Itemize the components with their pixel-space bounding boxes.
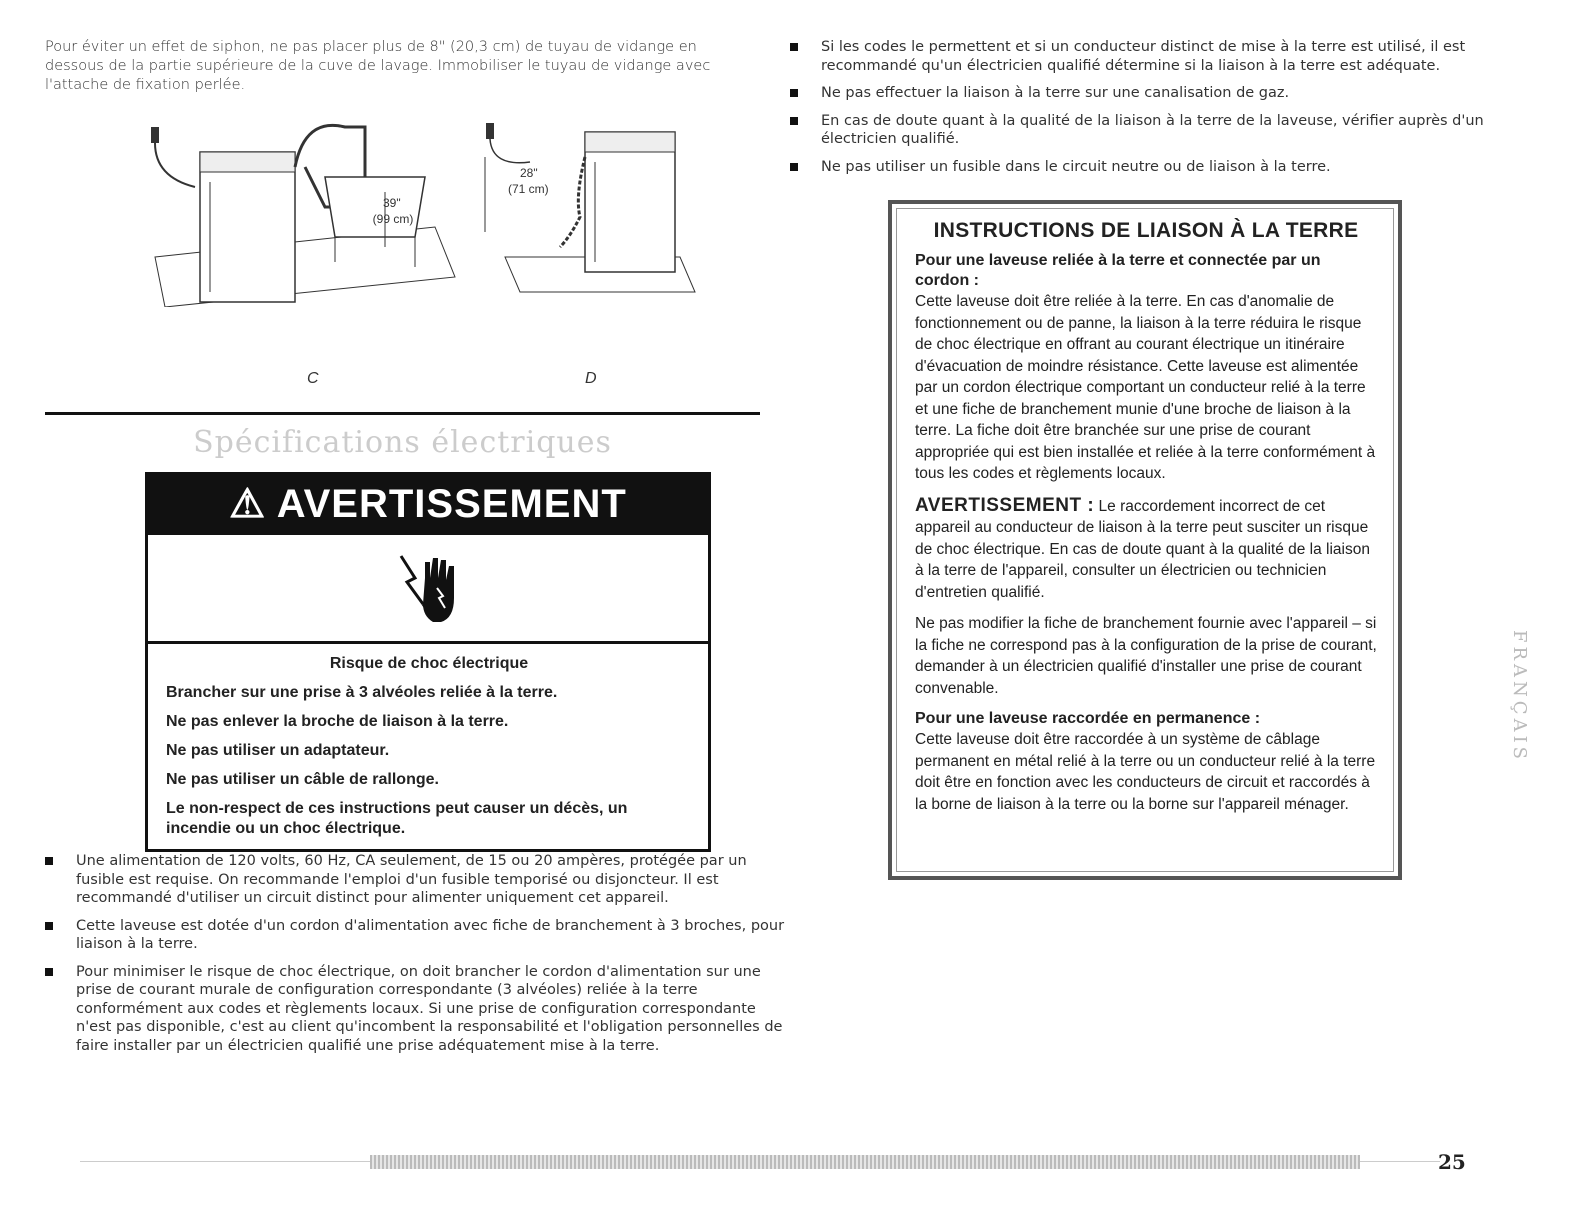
list-item [45,917,795,954]
grounding-warning-text: Le raccordement incorrect de cet appareil au conducteur de liaison à la terre peut susciter un risque de choc électrique. En cas de doute quant à la qualité de la liaison à la terre de l'appareil, consulter un électricien ou technicien d'entretien qualifié. [915,497,1370,601]
grounding-subheading-cord: Pour une laveuse reliée à la terre et connectée par un cordon : [915,252,1321,289]
warning-line: Brancher sur une prise à 3 alvéoles reliée à la terre. [166,684,558,701]
warning-risk: Risque de choc électrique [329,655,529,672]
bullet-square-icon [790,43,798,51]
list-item [45,963,795,1056]
warning-box [145,472,711,852]
warning-line: Ne pas utiliser un adaptateur. [166,742,390,759]
page-footer [0,1150,1585,1174]
list-item [790,38,1520,75]
right-bullet-list [790,38,1520,176]
section-rule [45,412,760,415]
side-tab-language: FRANÇAIS [1509,630,1530,764]
figure-c-label: C [307,370,319,387]
bullet-square-icon [45,922,53,930]
grounding-instructions-box [888,200,1402,880]
warning-line: Ne pas enlever la broche de liaison à la terre. [166,713,509,730]
bullet-square-icon [45,968,53,976]
intro-paragraph: Pour éviter un effet de siphon, ne pas placer plus de 8" (20,3 cm) de tuyau de vidange en dessous de la partie supérieure de la cuve de lavage. Immobiliser le tuyau de vidange avec l'attache de fixation perlée. [45,39,711,93]
warning-line: Ne pas utiliser un câble de rallonge. [166,771,439,788]
warning-line: Le non-respect de ces instructions peut causer un décès, un incendie ou un choc électrique. [166,800,628,837]
electric-shock-hand-icon [393,548,463,628]
list-item-text: Cette laveuse est dotée d'un cordon d'alimentation avec fiche de branchement à 3 broches, pour liaison à la terre. [76,917,785,952]
list-item [790,112,1520,149]
list-item-text: Pour minimiser le risque de choc électrique, on doit brancher le cordon d'alimentation sur une prise de courant murale de configuration correspondante (3 alvéoles) reliée à la terre conformément aux codes et règlements locaux. Si une prise de configuration correspondante n'est pas disponible, c'est au client qu'incombent la responsabilité et l'obligation personnelles de faire installer par un électricien qualifié une prise adéquatement mise à la terre. [76,963,783,1054]
list-item-text: Ne pas effectuer la liaison à la terre sur une canalisation de gaz. [821,85,1290,101]
section-title: Spécifications électriques [193,425,612,460]
warning-header [148,475,708,535]
warning-triangle-icon: ⚠ [229,482,267,526]
grounding-body-cord: Cette laveuse doit être reliée à la terre. En cas d'anomalie de fonctionnement ou de panne, la liaison à la terre réduira le risque de choc électrique en offrant au courant électrique un itinéraire d'évacuation de moindre résistance. Cette laveuse est alimentée par un cordon électrique comportant un conducteur relié à la terre et une fiche de branchement munie d'une broche de liaison à la terre. La fiche doit être branchée sur une prise de courant appropriée qui est bien installée et reliée à la terre conformément à tous les codes et règlements locaux. [915,293,1376,482]
grounding-inner [896,208,1394,872]
figure-d-label: D [585,370,597,387]
grounding-warning-label: AVERTISSEMENT : [915,494,1095,516]
figure-c-illustration [145,107,465,307]
footer-bar [370,1155,1360,1169]
bullet-square-icon [790,89,798,97]
list-item [790,84,1520,103]
warnicon-panel [148,535,708,644]
figure-d-illustration [480,107,700,307]
figure-c-dim-in: 39" [383,196,401,210]
list-item-text: Si les codes le permettent et si un conducteur distinct de mise à la terre est utilisé, il est recommandé qu'un électricien qualifié détermine si la liaison à la terre est adéquate. [821,39,1466,74]
list-item-text: En cas de doute quant à la qualité de la liaison à la terre de la laveuse, vérifier auprès d'un électricien qualifié. [821,112,1484,147]
warning-header-text: AVERTISSEMENT [276,482,627,526]
warning-text [148,644,708,849]
list-item-text: Une alimentation de 120 volts, 60 Hz, CA seulement, de 15 ou 20 ampères, protégée par un fusible est requise. On recommande l'emploi d'un fusible temporisé ou disjoncteur. Il est recommandé d'utiliser un circuit distinct pour alimenter uniquement cet appareil. [76,853,747,906]
page-number: 25 [1438,1150,1466,1174]
grounding-body-plug: Ne pas modifier la fiche de branchement fournie avec l'appareil – si la fiche ne correspond pas à la configuration de la prise de courant, demander à un électricien qualifié d'installer une prise de courant convenable. [915,615,1377,697]
left-column [45,38,785,1064]
grounding-warning [915,495,1377,604]
figures [45,107,760,387]
left-bullet-list [45,852,795,1055]
figure-d-dim-in: 28" [520,166,538,180]
bullet-square-icon [790,163,798,171]
figure-d-dim-cm: (71 cm) [508,182,549,196]
figure-c-dim-cm: (99 cm) [372,212,414,226]
bullet-square-icon [45,857,53,865]
grounding-subheading-permanent: Pour une laveuse raccordée en permanence : [915,710,1261,727]
grounding-body-permanent: Cette laveuse doit être raccordée à un système de câblage permanent en métal relié à la terre ou un conducteur relié à la terre doit être en fonction avec les conducteurs de circuit et raccordés à la borne de liaison à la terre ou la borne sur l'appareil ménager. [915,731,1376,813]
grounding-title: INSTRUCTIONS DE LIAISON À LA TERRE [933,219,1359,242]
bullet-square-icon [790,117,798,125]
list-item-text: Ne pas utiliser un fusible dans le circuit neutre ou de liaison à la terre. [821,158,1331,175]
list-item [45,852,795,908]
list-item [790,158,1520,177]
right-column [790,38,1520,185]
